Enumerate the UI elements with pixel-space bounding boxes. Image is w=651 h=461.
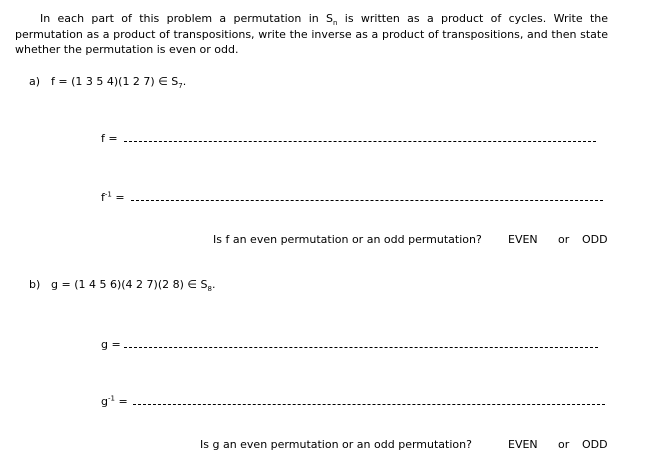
part-b-or-text: or bbox=[558, 438, 570, 451]
part-b-group-subscript: 8 bbox=[207, 285, 212, 294]
instructions-text-cont: is written as a product of cycles. Write the permutation as a product of transpositions, write the inverse as a product of transpositions, and then state whether the permutation is even or odd. bbox=[15, 12, 608, 56]
part-a-heading bbox=[29, 75, 187, 91]
part-b-g-label: g = bbox=[101, 338, 121, 351]
part-b-g-answer-line[interactable] bbox=[124, 347, 598, 348]
part-a-f-inverse-sup: -1 bbox=[104, 190, 112, 199]
part-a-label: a) bbox=[29, 75, 41, 88]
part-b-expression: g = (1 4 5 6)(4 2 7)(2 8) ∈ S bbox=[51, 278, 208, 291]
part-b-even-choice[interactable]: EVEN bbox=[508, 438, 538, 451]
instructions-subscript: n bbox=[333, 19, 338, 28]
part-a-group-subscript: 7 bbox=[178, 82, 183, 91]
part-b-g-inverse-label bbox=[101, 395, 128, 408]
part-b-odd-choice[interactable]: ODD bbox=[582, 438, 608, 451]
part-a-period: . bbox=[182, 75, 187, 88]
part-a-f-answer-line[interactable] bbox=[124, 141, 596, 142]
instructions-text: In each part of this problem a permutation in S bbox=[40, 12, 334, 25]
part-b-parity-question: Is g an even permutation or an odd permutation? bbox=[200, 438, 472, 451]
part-a-f-label: f = bbox=[101, 132, 118, 145]
problem-instructions bbox=[15, 11, 608, 58]
part-b-g-inverse-eq: = bbox=[114, 395, 128, 408]
part-a-f-inverse-answer-line[interactable] bbox=[131, 200, 603, 201]
part-b-label: b) bbox=[29, 278, 41, 291]
part-a-parity-question: Is f an even permutation or an odd permutation? bbox=[213, 233, 482, 246]
part-b-g-inverse-sup: -1 bbox=[107, 394, 115, 403]
part-a-f-inverse-base: f bbox=[101, 191, 105, 204]
part-a-f-inverse-label bbox=[101, 191, 125, 204]
part-a-odd-choice[interactable]: ODD bbox=[582, 233, 608, 246]
part-b-heading bbox=[29, 278, 216, 294]
part-b-g-inverse-base: g bbox=[101, 395, 108, 408]
part-b-period: . bbox=[211, 278, 216, 291]
part-a-expression: f = (1 3 5 4)(1 2 7) ∈ S bbox=[51, 75, 179, 88]
part-b-g-inverse-answer-line[interactable] bbox=[133, 404, 605, 405]
part-a-or-text: or bbox=[558, 233, 570, 246]
part-a-f-inverse-eq: = bbox=[111, 191, 125, 204]
part-a-even-choice[interactable]: EVEN bbox=[508, 233, 538, 246]
